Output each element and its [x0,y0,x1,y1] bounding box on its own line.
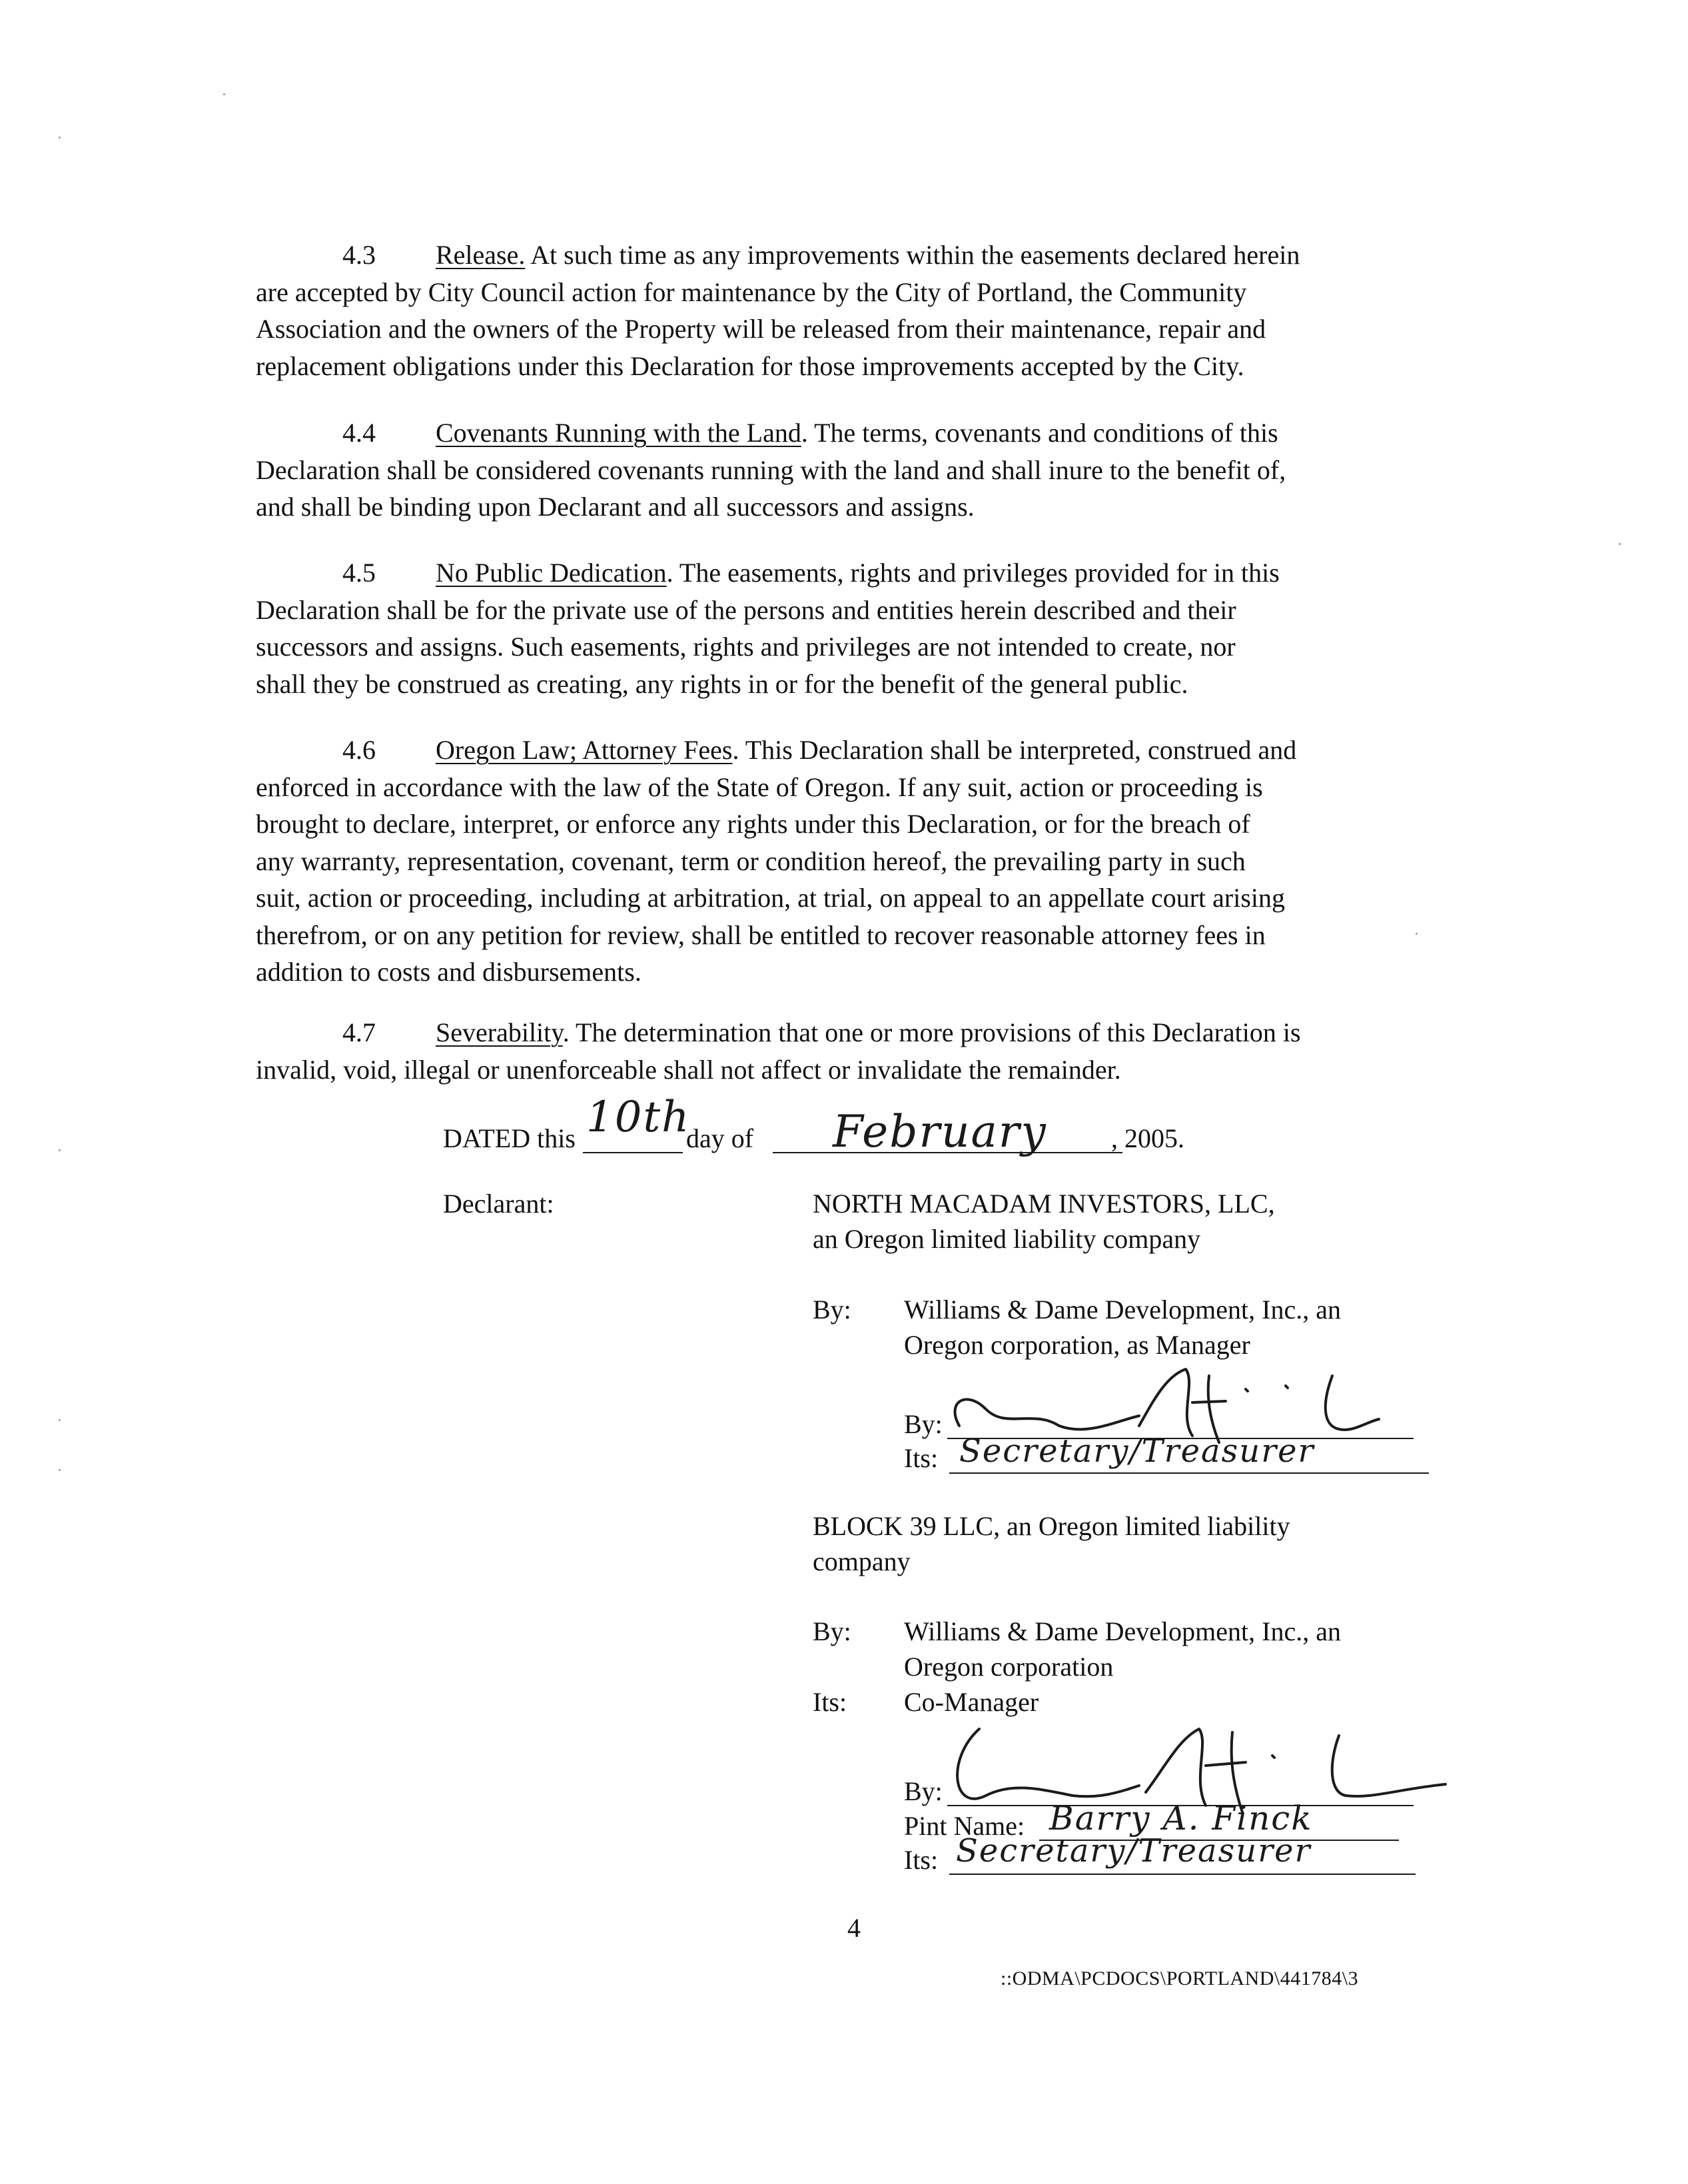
party2-sig-its-handwritten: Secretary/Treasurer [956,1832,1312,1870]
section-text-line: enforced in accordance with the law of the State of Oregon. If any suit, action or proceeding is [256,772,1263,802]
party2-sig-by-label: By: [904,1776,943,1806]
section-text-line: and shall be binding upon Declarant and all successors and assigns. [256,492,975,522]
scan-speck [1619,543,1621,545]
day-blank-line [583,1152,683,1153]
page-number: 4 [847,1913,861,1943]
section-heading: Oregon Law; Attorney Fees [436,735,733,765]
dated-middle: day of [686,1123,754,1153]
party2-sig-its-line [949,1874,1416,1875]
party1-sig-its-label: Its: [904,1443,939,1473]
party2-print-name-label: Pint Name: [904,1811,1025,1841]
dated-year: , 2005. [1111,1123,1184,1153]
section-text-line: Association and the owners of the Property will be released from their maintenance, repair and [256,314,1266,344]
dated-day-handwritten: 10th [586,1093,691,1142]
section-text-line: brought to declare, interpret, or enforce any rights under this Declaration, or for the breach of [256,809,1250,839]
section-text-line: At such time as any improvements within the easements declared herein [525,240,1300,270]
section-text-line: successors and assigns. Such easements, rights and privileges are not intended to create, nor [256,632,1236,662]
party2-by-label: By: [813,1616,851,1646]
section-number: 4.5 [342,558,376,588]
section-heading: No Public Dedication [436,558,667,588]
dated-month-handwritten: February [833,1106,1047,1157]
party2-name-line1: BLOCK 39 LLC, an Oregon limited liability [813,1511,1290,1541]
section-text-line: . The easements, rights and privileges provided for in this [666,558,1280,588]
section-number: 4.3 [342,240,376,270]
party1-desc: an Oregon limited liability company [813,1224,1201,1254]
section-text-line: shall they be construed as creating, any rights in or for the benefit of the general public. [256,668,1188,699]
section-text-line: therefrom, or on any petition for review, shall be entitled to recover reasonable attorney fees in [256,919,1266,950]
party1-by-line1: Williams & Dame Development, Inc., an [904,1295,1341,1325]
scan-speck [59,1149,61,1151]
section-text-line: are accepted by City Council action for maintenance by the City of Portland, the Community [256,276,1247,307]
party1-sig-its-line [949,1472,1429,1474]
section-text-line: any warranty, representation, covenant, term or condition hereof, the prevailing party in such [256,845,1246,876]
section-heading: Covenants Running with the Land [436,418,801,448]
section-4-5 [256,554,1488,702]
section-text-line: . The terms, covenants and conditions of this [801,418,1278,448]
section-text-line: Declaration shall be for the private use of the persons and entities herein described and their [256,594,1236,625]
party2-print-name-handwritten: Barry A. Finck [1049,1799,1313,1838]
scan-speck [59,1469,61,1471]
party1-by-line2: Oregon corporation, as Manager [904,1330,1250,1360]
section-text-line: suit, action or proceeding, including at arbitration, at trial, on appeal to an appellate court arising [256,883,1286,913]
section-text-line: . The determination that one or more provisions of this Declaration is [562,1017,1301,1047]
party1-name: NORTH MACADAM INVESTORS, LLC, [813,1189,1275,1219]
party2-name-line2: company [813,1546,911,1576]
party1-by-label: By: [813,1295,851,1325]
document-path-footer: ::ODMA\PCDOCS\PORTLAND\441784\3 [1001,1967,1359,1989]
section-text-line: . This Declaration shall be interpreted, construed and [732,735,1297,765]
section-heading: Severability [436,1017,563,1047]
party2-by-line1: Williams & Dame Development, Inc., an [904,1616,1341,1646]
party2-its-label: Its: [813,1687,847,1717]
scan-speck [59,1419,61,1421]
party1-sig-by-label: By: [904,1409,943,1439]
section-text-line: addition to costs and disbursements. [256,957,641,987]
scan-speck [223,93,225,95]
declarant-label: Declarant: [443,1189,554,1219]
section-text-line: Declaration shall be considered covenants running with the land and shall inure to the benefit of, [256,454,1286,485]
party2-by-line2: Oregon corporation [904,1652,1114,1682]
section-number: 4.6 [342,735,376,765]
dated-prefix: DATED this [443,1123,576,1153]
section-4-3 [256,237,1488,384]
section-number: 4.4 [342,418,376,448]
section-text-line: invalid, void, illegal or unenforceable shall not affect or invalidate the remainder. [256,1054,1121,1085]
party2-sig-its-label: Its: [904,1845,939,1875]
section-number: 4.7 [342,1017,376,1047]
section-text-line: replacement obligations under this Declaration for those improvements accepted by the City. [256,350,1244,381]
scan-speck [59,137,61,139]
party1-sig-its-handwritten: Secretary/Treasurer [959,1432,1315,1470]
section-4-7 [256,1014,1488,1088]
section-4-4 [256,414,1488,526]
section-heading: Release. [436,240,526,270]
section-4-6 [256,732,1488,991]
party2-its-value: Co-Manager [904,1687,1039,1717]
